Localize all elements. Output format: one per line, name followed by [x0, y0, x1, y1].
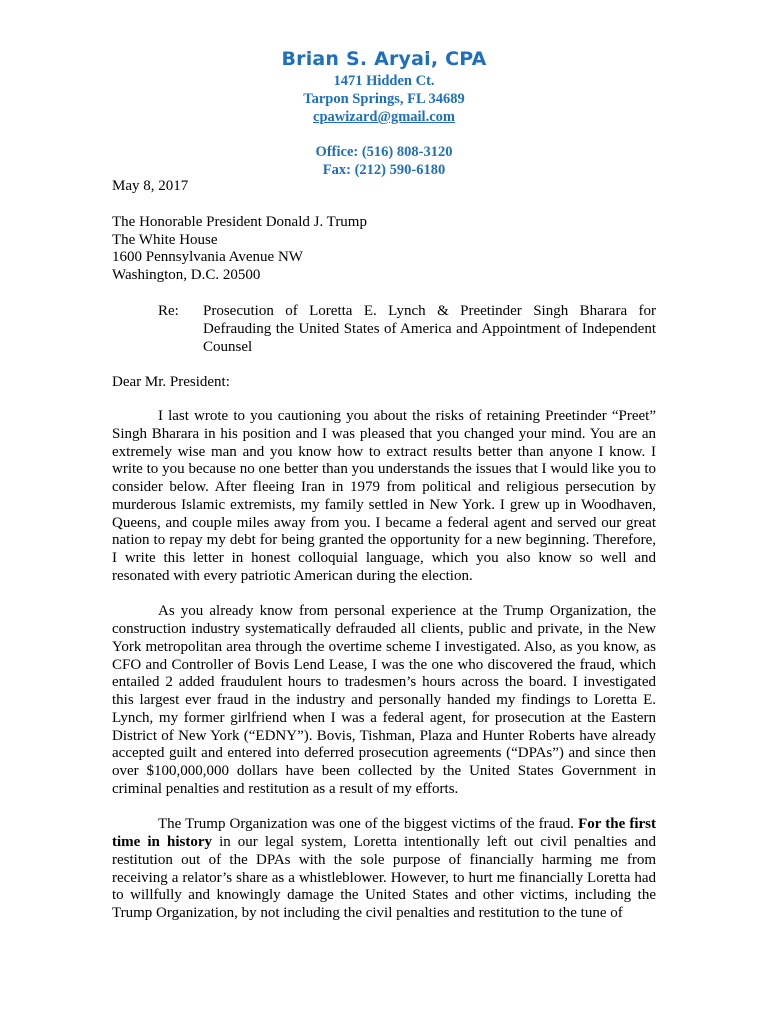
sender-email-link[interactable]: cpawizard@gmail.com: [313, 109, 455, 125]
letterhead: [0, 46, 768, 179]
body-paragraph-3-start: The Trump Organization was one of the biggest victims of the fraud.: [158, 816, 579, 833]
sender-office-phone: Office: (516) 808-3120: [315, 144, 453, 160]
recipient-line-1: The Honorable President Donald J. Trump: [112, 214, 367, 230]
recipient-address: [112, 214, 367, 285]
recipient-line-4: Washington, D.C. 20500: [112, 267, 261, 284]
body-paragraph-3-emphasis: For the first time in history: [112, 816, 656, 850]
letterhead-spacer: [0, 126, 768, 143]
recipient-line-3: 1600 Pennsylvania Avenue NW: [112, 249, 303, 266]
subject-label: Re:: [158, 303, 179, 319]
letter-date: May 8, 2017: [112, 178, 189, 194]
letter-body: [112, 408, 656, 941]
sender-street: 1471 Hidden Ct.: [333, 73, 435, 89]
body-paragraph-2: As you already know from personal experience at the Trump Organization, the construction industry systematically defrauded all clients, public and private, in the New York metropolitan area through the overtime scheme I investigated. Also, as you know, as CFO and Controller of Bovis Lend Lease, I was the one who discovered the fraud, which entailed 2 added fraudulent hours to tradesmen’s hours across the board. I investigated this largest ever fraud in the industry and personally handed my findings to Loretta E. Lynch, my former girlfriend when I was a federal agent, for prosecution at the Eastern District of New York (“EDNY”). Bovis, Tishman, Plaza and Hunter Roberts have already accepted guilt and entered into deferred prosecution agreements (“DPAs”) and since then over $100,000,000 dollars have been collected by the United States Government in criminal penalties and restitution as a result of my efforts.: [112, 603, 656, 797]
body-paragraph-3-rest: in our legal system, Loretta intentionally left out civil penalties and restitution out of the DPAs with the sole purpose of financially harming me from receiving a relator’s share as a whistleblower. However, to hurt me financially Loretta had to willfully and knowingly damage the United States and other victims, including the Trump Organization, by not including the civil penalties and restitution to the tune of: [112, 834, 656, 921]
sender-city: Tarpon Springs, FL 34689: [303, 91, 465, 107]
recipient-line-2: The White House: [112, 231, 218, 248]
body-paragraph-3: [112, 816, 656, 923]
sender-name: Brian S. Aryai, CPA: [281, 48, 487, 70]
sender-fax: Fax: (212) 590-6180: [322, 162, 446, 178]
salutation: Dear Mr. President:: [112, 374, 230, 390]
body-paragraph-1: I last wrote to you cautioning you about the risks of retaining Preetinder “Preet” Singh Bharara in his position and I was pleased that you changed your mind. You are an extremely wise man and you know how to extract results better than anyone I know. I write to you because no one better than you understands the issues that I would like you to consider below. After fleeing Iran in 1979 from political and religious persecution by murderous Islamic extremists, my family settled in New York. I grew up in Woodhaven, Queens, and couple miles away from you. I became a federal agent and served our great nation to repay my debt for being granted the opportunity for a new beginning. Therefore, I write this letter in honest colloquial language, which you also know so well and resonated with every patriotic American during the election.: [112, 408, 656, 584]
subject-text: Prosecution of Loretta E. Lynch & Preetinder Singh Bharara for Defrauding the United States of America and Appointment of Independent Counsel: [203, 303, 656, 355]
